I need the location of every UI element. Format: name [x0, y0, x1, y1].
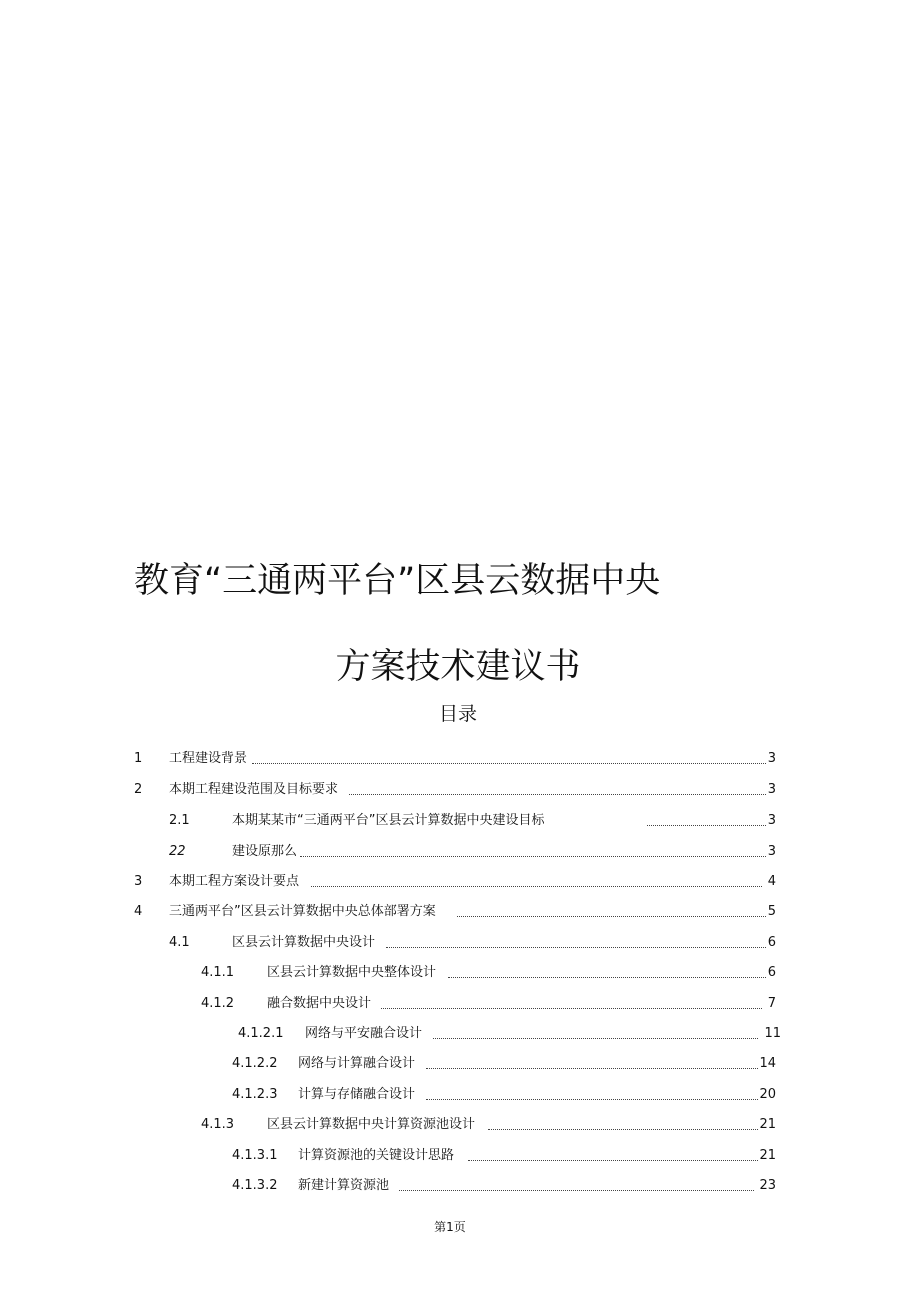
toc-entry[interactable] — [0, 901, 920, 921]
toc-entry-label: 新建计算资源池 — [298, 1178, 390, 1193]
page-footer: 第1页 — [434, 1220, 466, 1234]
toc-entry-number: 4.1.1 — [201, 965, 235, 980]
toc-entry-label: 计算与存储融合设计 — [298, 1087, 416, 1102]
toc-entry-page: 4 — [767, 874, 776, 889]
toc-entry-label: 本期工程方案设计要点 — [169, 874, 300, 889]
toc-entry-label: 区县云计算数据中央整体设计 — [267, 965, 437, 980]
toc-entry-number: 4.1 — [169, 935, 190, 950]
toc-entry-page: 3 — [767, 782, 776, 797]
toc-entry[interactable] — [0, 810, 920, 830]
toc-entry-number: 22 — [169, 844, 186, 859]
toc-entry-label: 区县云计算数据中央计算资源池设计 — [267, 1117, 476, 1132]
toc-entry[interactable] — [0, 932, 920, 952]
toc-entry[interactable] — [0, 748, 920, 768]
toc-entry-label: 融合数据中央设计 — [267, 996, 372, 1011]
toc-entry[interactable] — [0, 779, 920, 799]
toc-entry-page: 6 — [767, 935, 776, 950]
toc-leader-dots — [381, 1008, 762, 1009]
toc-entry-number: 4.1.2.2 — [232, 1056, 278, 1071]
toc-entry-page: 21 — [759, 1148, 776, 1163]
toc-entry-number: 4.1.2 — [201, 996, 235, 1011]
toc-leader-dots — [448, 977, 766, 978]
toc-entry-label: 工程建设背景 — [169, 751, 248, 766]
toc-leader-dots — [468, 1160, 758, 1161]
toc-leader-dots — [252, 763, 766, 764]
toc-entry-number: 2.1 — [169, 813, 190, 828]
toc-entry-page: 21 — [759, 1117, 776, 1132]
toc-entry[interactable] — [0, 871, 920, 891]
toc-entry-number: 2 — [134, 782, 143, 797]
toc-entry[interactable] — [0, 1114, 920, 1134]
toc-leader-dots — [647, 825, 766, 826]
toc-entry-label: 网络与计算融合设计 — [298, 1056, 416, 1071]
toc-entry-page: 3 — [767, 751, 776, 766]
toc-leader-dots — [349, 794, 766, 795]
toc-entry-number: 3 — [134, 874, 143, 889]
toc-entry[interactable] — [0, 962, 920, 982]
toc-entry-label: 建设原那么 — [232, 844, 298, 859]
toc-entry-number: 4 — [134, 904, 143, 919]
toc-leader-dots — [426, 1068, 758, 1069]
toc-entry-number: 4.1.3 — [201, 1117, 235, 1132]
toc-entry-page: 6 — [767, 965, 776, 980]
toc-entry-label: 本期工程建设范围及目标要求 — [169, 782, 339, 797]
toc-entry-label: 网络与平安融合设计 — [305, 1026, 423, 1041]
document-title-line2: 方案技术建议书 — [335, 647, 581, 687]
toc-entry-label: 区县云计算数据中央设计 — [232, 935, 376, 950]
toc-heading: 目录 — [438, 703, 477, 725]
toc-entry-page: 20 — [759, 1087, 776, 1102]
toc-leader-dots — [399, 1190, 754, 1191]
toc-entry[interactable] — [0, 1084, 920, 1104]
toc-leader-dots — [300, 856, 766, 857]
toc-entry-number: 4.1.2.1 — [238, 1026, 284, 1041]
toc-entry-page: 11 — [764, 1026, 781, 1041]
toc-entry-number: 4.1.3.1 — [232, 1148, 278, 1163]
toc-entry-label: 计算资源池的关键设计思路 — [298, 1148, 455, 1163]
toc-entry[interactable] — [0, 1053, 920, 1073]
toc-entry-label: 三通两平台”区县云计算数据中央总体部署方案 — [169, 904, 436, 919]
toc-entry-number: 4.1.3.2 — [232, 1178, 278, 1193]
toc-leader-dots — [433, 1038, 758, 1039]
toc-entry-page: 23 — [759, 1178, 776, 1193]
toc-entry-page: 3 — [767, 813, 776, 828]
document-title-line1: 教育“三通两平台”区县云数据中央 — [134, 561, 661, 601]
toc-entry-page: 5 — [767, 904, 776, 919]
toc-entry[interactable] — [0, 993, 920, 1013]
toc-entry[interactable] — [0, 1023, 920, 1043]
toc-entry-number: 1 — [134, 751, 143, 766]
toc-leader-dots — [386, 947, 766, 948]
toc-entry-page: 3 — [767, 844, 776, 859]
toc-entry[interactable] — [0, 841, 920, 861]
toc-entry-label: 本期某某市“三通两平台”区县云计算数据中央建设目标 — [232, 813, 545, 828]
toc-entry[interactable] — [0, 1145, 920, 1165]
toc-leader-dots — [311, 886, 762, 887]
toc-entry-page: 14 — [759, 1056, 776, 1071]
toc-entry[interactable] — [0, 1175, 920, 1195]
toc-entry-page: 7 — [767, 996, 776, 1011]
toc-leader-dots — [426, 1099, 758, 1100]
toc-leader-dots — [457, 916, 766, 917]
toc-leader-dots — [488, 1129, 758, 1130]
toc-entry-number: 4.1.2.3 — [232, 1087, 278, 1102]
